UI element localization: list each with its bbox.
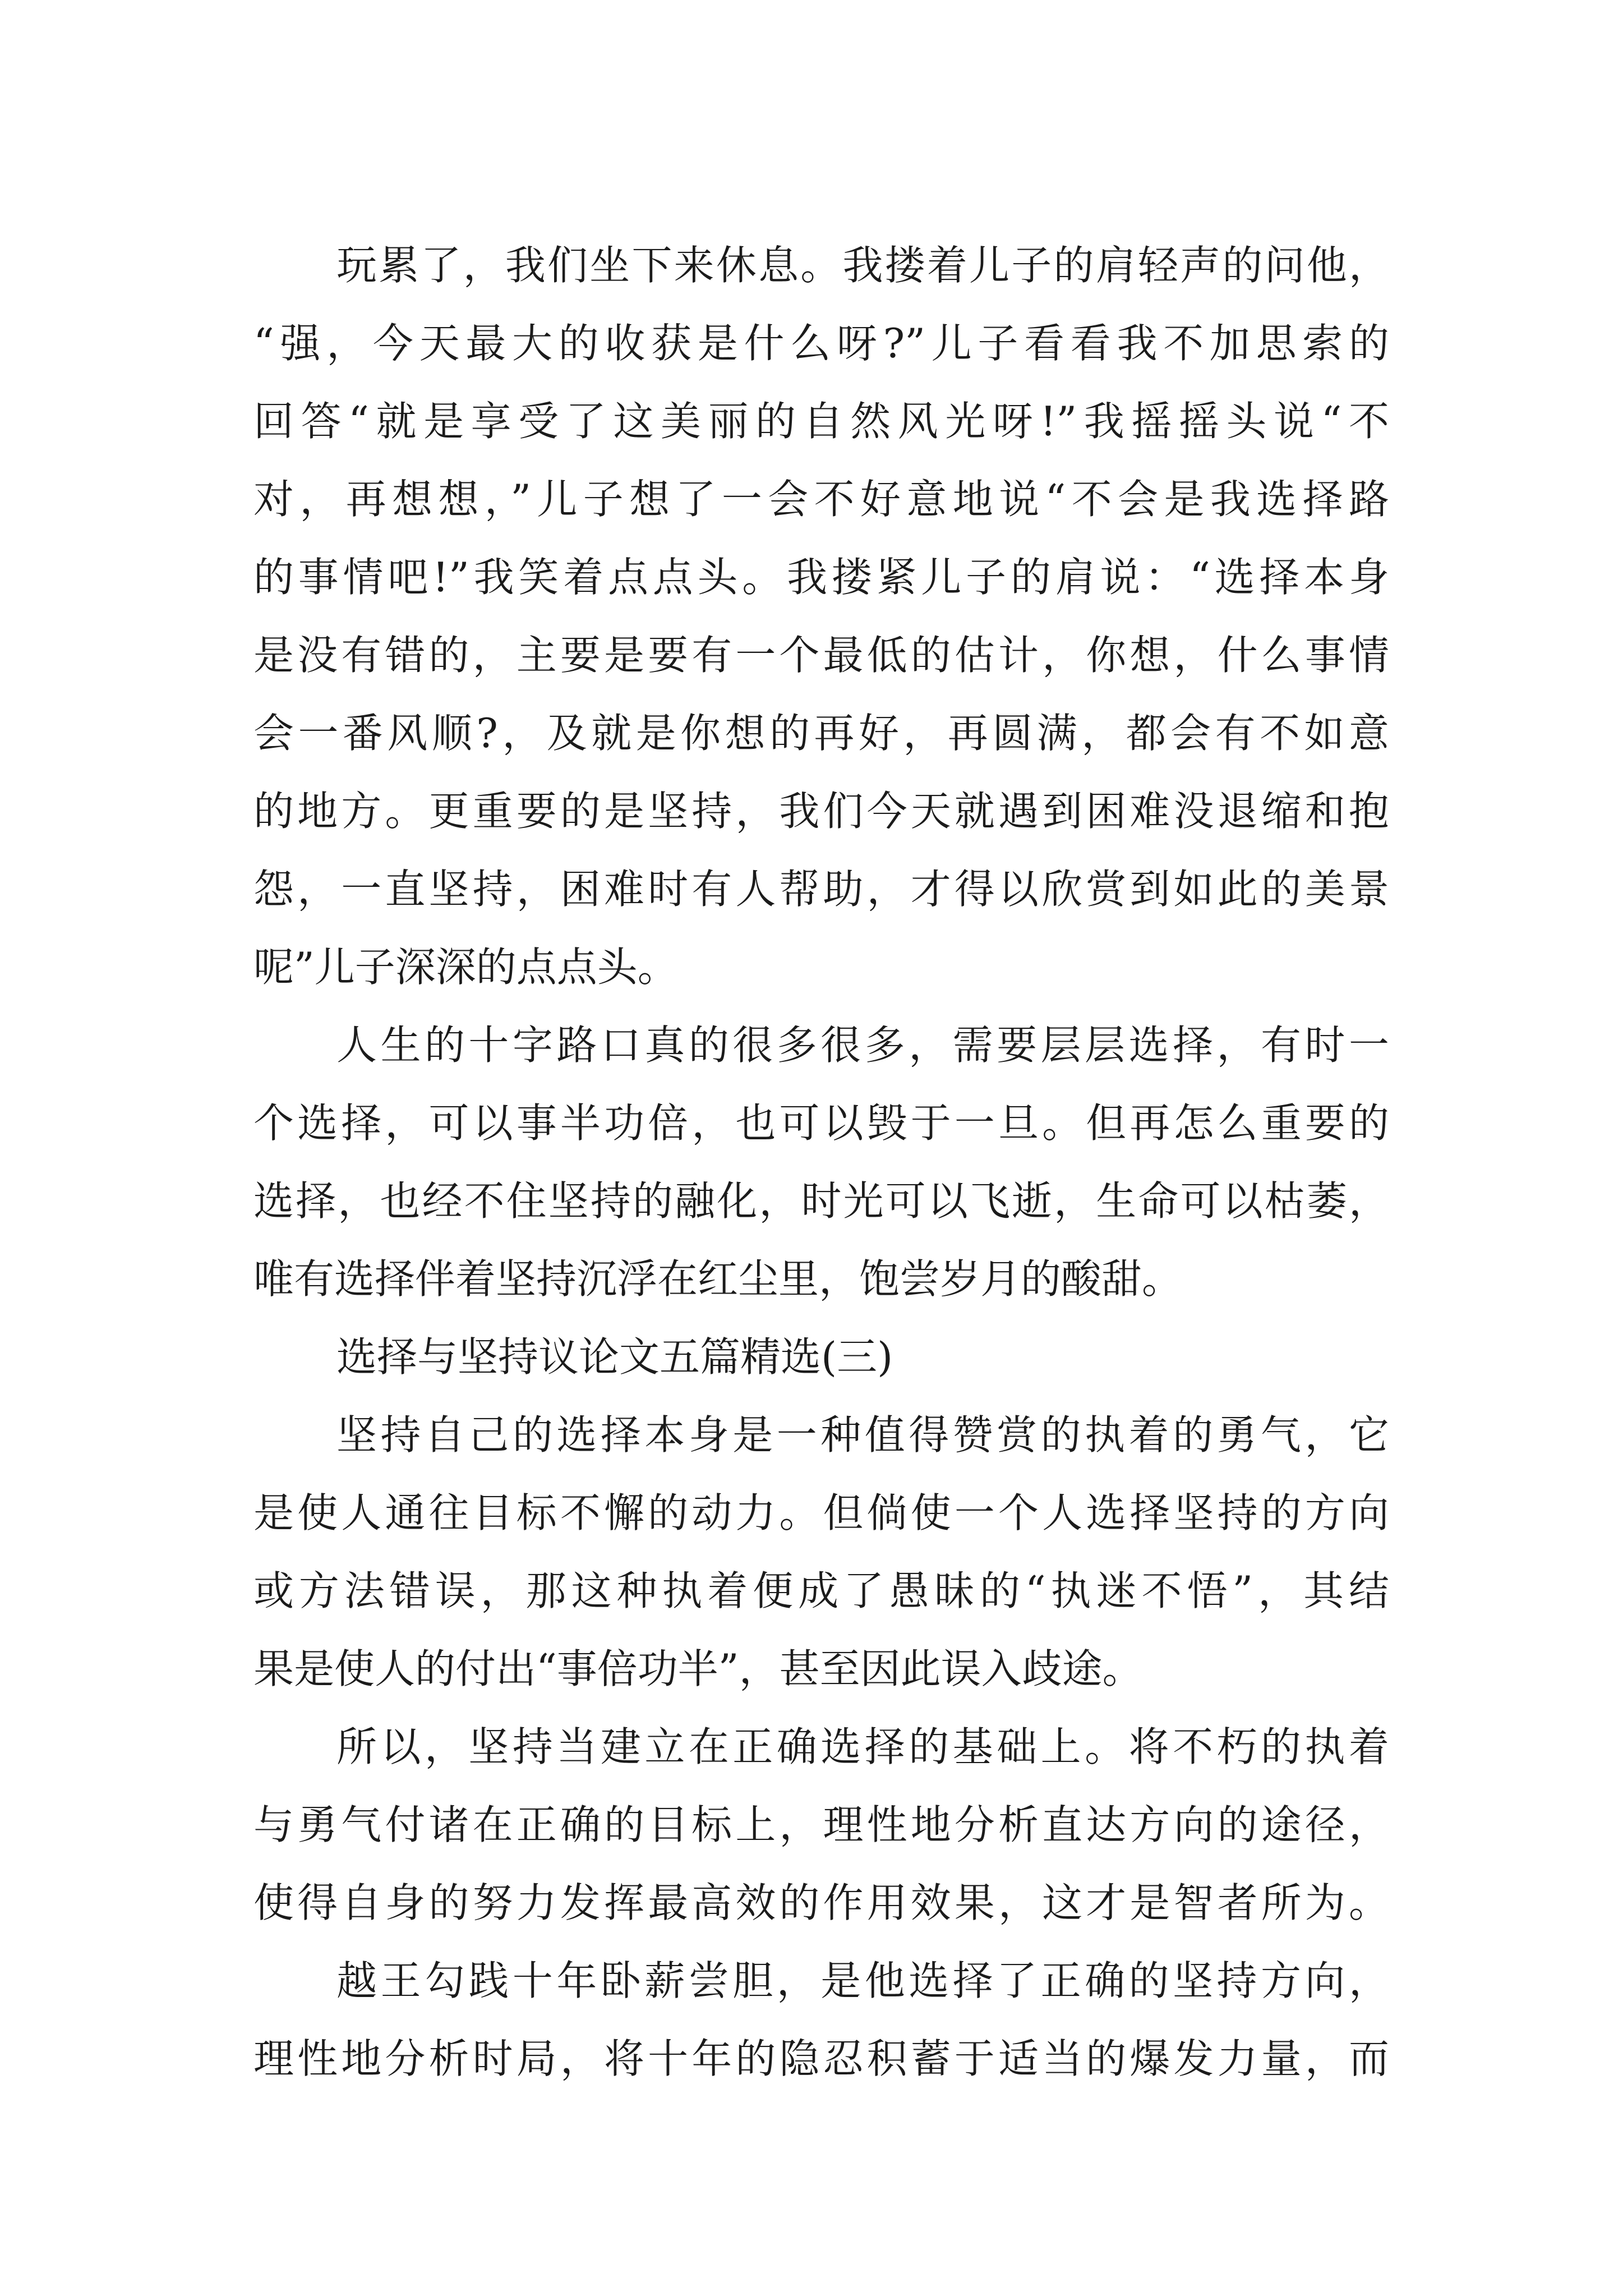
paragraph (253, 227, 1389, 1006)
document-body (253, 227, 1389, 2098)
paragraph (253, 1708, 1389, 1942)
text-line: 对，再想想，”儿子想了一会不好意地说“不会是我选择路 (253, 476, 1389, 523)
text-line: 会一番风顺?，及就是你想的再好，再圆满，都会有不如意 (253, 710, 1389, 757)
text-line: 是使人通往目标不懈的动力。但倘使一个人选择坚持的方向 (253, 1489, 1389, 1536)
text-line: 人生的十字路口真的很多很多，需要层层选择，有时一 (336, 1022, 1389, 1069)
text-line: 选择，也经不住坚持的融化，时光可以飞逝，生命可以枯萎， (253, 1177, 1389, 1225)
paragraph (253, 1396, 1389, 1708)
text-line: 的事情吧!”我笑着点点头。我搂紧儿子的肩说：“选择本身 (253, 554, 1389, 601)
text-line: 怨，一直坚持，困难时有人帮助，才得以欣赏到如此的美景 (253, 866, 1389, 913)
text-line: 个选择，可以事半功倍，也可以毁于一旦。但再怎么重要的 (253, 1099, 1389, 1147)
text-line: 理性地分析时局，将十年的隐忍积蓄于适当的爆发力量，而 (253, 2035, 1389, 2082)
text-line: 的地方。更重要的是坚持，我们今天就遇到困难没退缩和抱 (253, 788, 1389, 835)
text-line: 果是使人的付出“事倍功半”，甚至因此误入歧途。 (253, 1645, 1143, 1692)
text-line: 使得自身的努力发挥最高效的作用效果，这才是智者所为。 (253, 1879, 1389, 1926)
text-line: 是没有错的，主要是要有一个最低的估计，你想，什么事情 (253, 632, 1389, 679)
text-line: 坚持自己的选择本身是一种值得赞赏的执着的勇气，它 (336, 1411, 1389, 1458)
paragraph (253, 1942, 1389, 2098)
text-line: 越王勾践十年卧薪尝胆，是他选择了正确的坚持方向， (336, 1957, 1389, 2004)
text-line: “强，今天最大的收获是什么呀?”儿子看看我不加思索的 (253, 320, 1389, 367)
text-line: 或方法错误，那这种执着便成了愚昧的“执迷不悟”，其结 (253, 1567, 1389, 1614)
text-line: 玩累了，我们坐下来休息。我搂着儿子的肩轻声的问他， (336, 242, 1389, 289)
text-line: 唯有选择伴着坚持沉浮在红尘里，饱尝岁月的酸甜。 (253, 1255, 1183, 1303)
text-line: 与勇气付诸在正确的目标上，理性地分析直达方向的途径， (253, 1801, 1389, 1848)
text-line: 所以，坚持当建立在正确选择的基础上。将不朽的执着 (336, 1723, 1389, 1770)
text-line: 呢”儿子深深的点点头。 (253, 944, 678, 991)
paragraph (253, 1006, 1389, 1318)
section-heading: 选择与坚持议论文五篇精选(三) (336, 1333, 893, 1381)
text-line: 回答“就是享受了这美丽的自然风光呀!”我摇摇头说“不 (253, 398, 1389, 445)
